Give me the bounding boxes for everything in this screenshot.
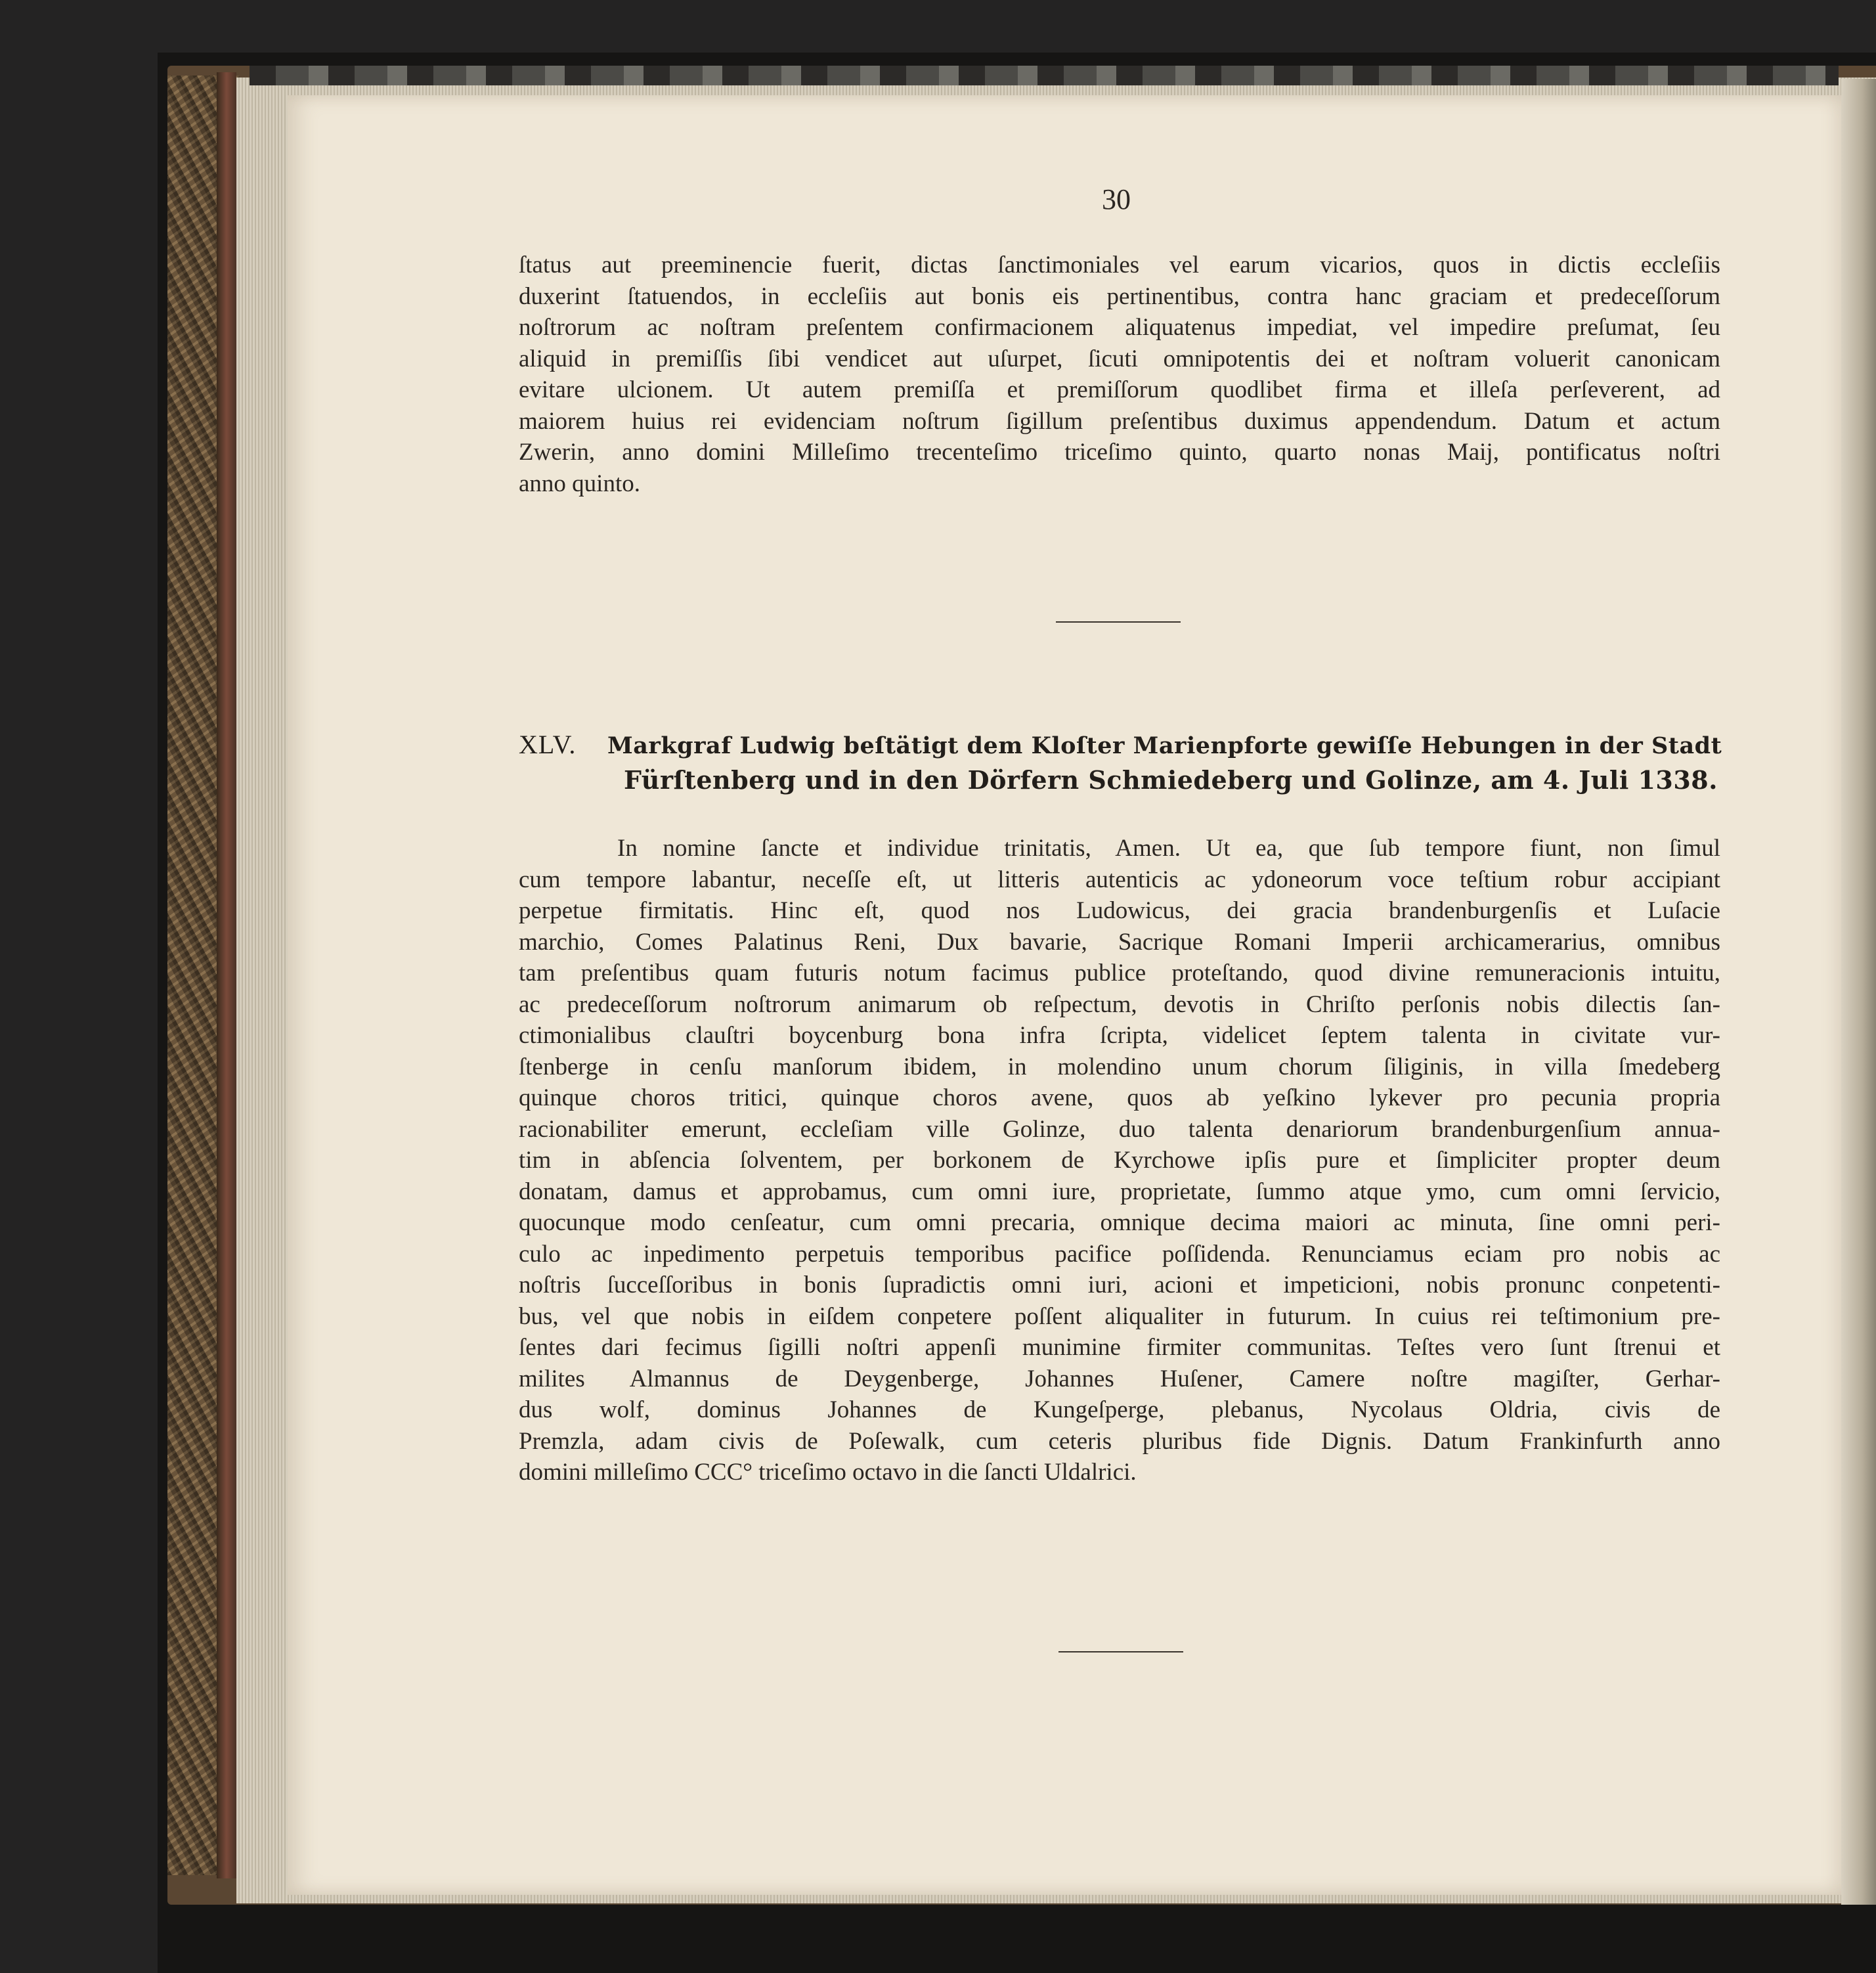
text-line: ac predeceſſorum noſtrorum animarum ob reſpectum, devotis in Chriſto perſonis nobis dilectis ſan-	[519, 990, 1720, 1018]
text-line: maiorem huius rei evidenciam noſtrum ſigillum preſentibus duximus appendendum. Datum et actum	[519, 407, 1720, 435]
text-line: Premzla, adam civis de Poſewalk, cum ceteris pluribus fide Dignis. Datum Frankinfurth anno	[519, 1427, 1720, 1455]
text-line: quocunque modo cenſeatur, cum omni precaria, omnique decima maiori ac minuta, ſine omni peri-	[519, 1209, 1720, 1236]
top-band	[250, 66, 1839, 85]
document-heading	[519, 728, 1727, 798]
text-line: evitare ulcionem. Ut autem premiſſa et premiſſorum quodlibet firma et illeſa perſeverent, ad	[519, 376, 1720, 403]
text-line: quinque choros tritici, quinque choros avene, quos ab yeſkino lykever pro pecunia propria	[519, 1084, 1720, 1111]
text-line: domini milleſimo CCC° triceſimo octavo in die ſancti Uldalrici.	[519, 1459, 1137, 1486]
text-line: duxerint ſtatuendos, in eccleſiis aut bonis eis pertinentibus, contra hanc graciam et predeceſſorum	[519, 282, 1720, 310]
text-line: racionabiliter emerunt, eccleſiam ville Golinze, duo talenta denariorum brandenburgenſium annua-	[519, 1115, 1720, 1143]
text-line: perpetue firmitatis. Hinc eſt, quod nos Ludowicus, dei gracia brandenburgenſis et Luſacie	[519, 897, 1720, 924]
text-line: In nomine ſancte et individue trinitatis, Amen. Ut ea, que ſub tempore fiunt, non ſimul	[617, 835, 1720, 862]
document-number: XLV.	[519, 730, 577, 759]
text-line: donatam, damus et approbamus, cum omni iure, proprietate, ſummo atque ymo, cum omni ſervicio,	[519, 1178, 1720, 1205]
text-line: milites Almannus de Deygenberge, Johannes Huſener, Camere noſtre magiſter, Gerhar-	[519, 1365, 1720, 1392]
text-line: tam preſentibus quam futuris notum facimus publice proteſtando, quod divine remuneracionis intuitu,	[519, 960, 1720, 986]
end-divider	[1058, 1651, 1183, 1652]
text-line: culo ac inpedimento perpetuis temporibus pacifice poſſidenda. Renunciamus eciam pro nobis ac	[519, 1240, 1720, 1268]
text-line: ctimonialibus clauſtri boycenburg bona infra ſcripta, videlicet ſeptem talenta in civitate vur-	[519, 1022, 1720, 1049]
spine-edge	[217, 72, 236, 1878]
text-line: tim in abſencia ſolventem, per borkonem de Kyrchowe ipſis pure et ſimpliciter propter deum	[519, 1147, 1720, 1174]
text-line: Zwerin, anno domini Milleſimo trecenteſimo triceſimo quinto, quarto nonas Maij, pontificatus noſtri	[519, 439, 1720, 466]
text-line: aliquid in premiſſis ſibi vendicet aut uſurpet, ſicuti omnipotentis dei et noſtram voluerit canonicam	[519, 345, 1720, 372]
first-text-block	[519, 250, 1720, 499]
heading-line-1: Markgraf Ludwig beſtätigt dem Kloſter Marienpforte gewiſſe Hebungen in der Stadt	[607, 732, 1722, 759]
text-line: ſentes dari fecimus ſigilli noſtri appenſi munimine firmiter communitas. Teſtes vero ſunt ſtrenui et	[519, 1334, 1720, 1361]
page-number: 30	[1102, 183, 1131, 215]
text-line: anno quinto.	[519, 470, 640, 497]
text-line: dus wolf, dominus Johannes de Kungeſperge, plebanus, Nycolaus Oldria, civis de	[519, 1396, 1720, 1423]
text-line: noſtris ſucceſſoribus in bonis ſupradictis omni iuri, acioni et impeticioni, nobis pronunc conpetenti-	[519, 1272, 1720, 1298]
text-line: ſtatus aut preeminencie fuerit, dictas ſanctimoniales vel earum vicarios, quos in dictis eccleſiis	[519, 252, 1720, 278]
text-line: cum tempore labantur, neceſſe eſt, ut litteris autenticis ac ydoneorum voce teſtium robur accipiant	[519, 866, 1720, 893]
text-line: marchio, Comes Palatinus Reni, Dux bavarie, Sacrique Romani Imperii archicamerarius, omnibus	[519, 928, 1720, 956]
section-divider	[1056, 621, 1181, 623]
second-text-block	[519, 833, 1720, 1488]
heading-line-2: Fürſtenberg und in den Dörfern Schmiedeberg und Golinze, am 4. Juli 1338.	[624, 765, 1718, 795]
text-line: ſtenberge in cenſu manſorum ibidem, in molendino unum chorum ſiliginis, in villa ſmedeberg	[519, 1053, 1720, 1080]
right-page-edge	[1841, 79, 1876, 1905]
text-line: noſtrorum ac noſtram preſentem confirmacionem aliquatenus impediat, vel impedire preſumat, ſeu	[519, 314, 1720, 341]
text-line: bus, vel que nobis in eiſdem conpetere poſſent aliqualiter in futurum. In cuius rei teſtimonium pre-	[519, 1302, 1720, 1330]
